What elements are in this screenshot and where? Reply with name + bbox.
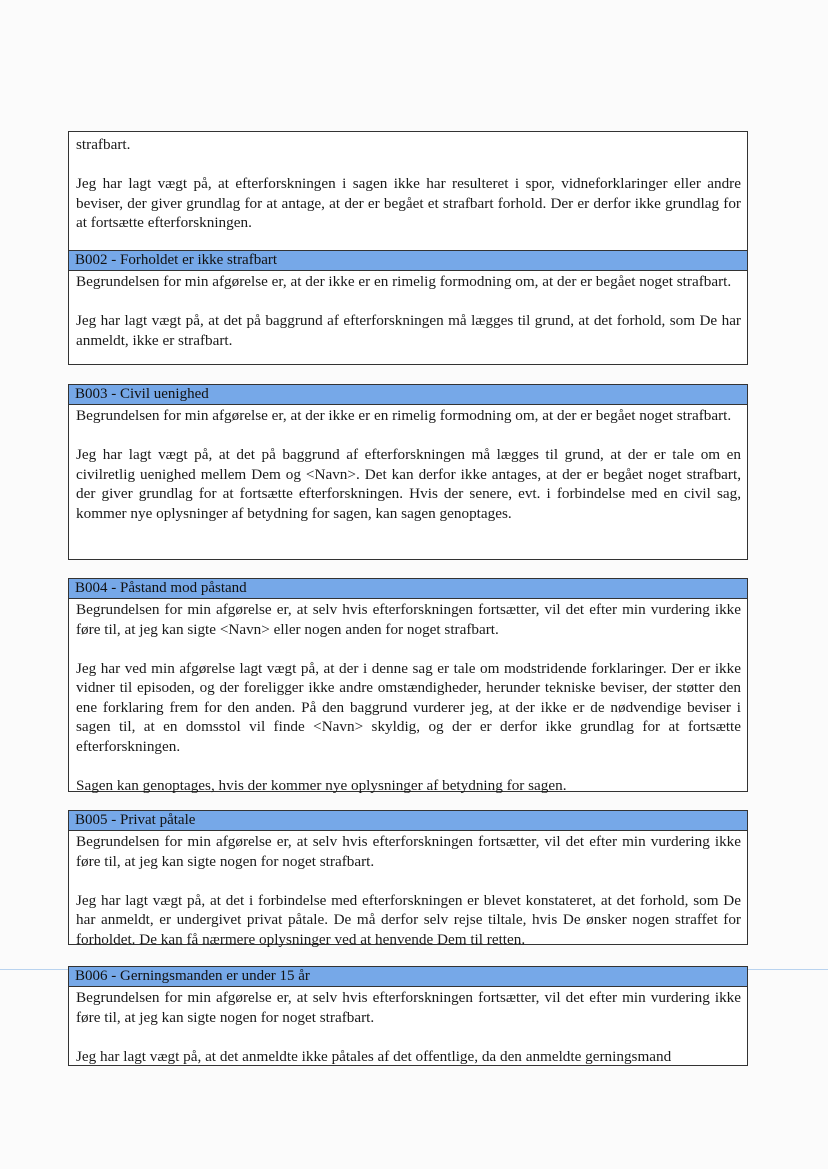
paragraph: Jeg har lagt vægt på, at det i forbindelse med efterforskningen er blevet konstateret, at det forhold, som De har anmeldt, er undergivet privat påtale. De må derfor selv rejse tiltale, hvis De ønsker nogen straffet for forholdet. De kan få nærmere oplysninger ved at henvende Dem til retten.: [76, 891, 741, 948]
paragraph: Begrundelsen for min afgørelse er, at selv hvis efterforskningen fortsætter, vil det efter min vurdering ikke føre til, at jeg kan sigte <Navn> eller nogen anden for noget strafbart.: [76, 601, 741, 638]
paragraph: Begrundelsen for min afgørelse er, at der ikke er en rimelig formodning om, at der er begået noget strafbart.: [76, 407, 732, 424]
paragraph: strafbart.: [76, 136, 131, 153]
paragraph: Begrundelsen for min afgørelse er, at selv hvis efterforskningen fortsætter, vil det efter min vurdering ikke føre til, at jeg kan sigte nogen for noget strafbart.: [76, 833, 741, 870]
section-b006: [68, 966, 748, 1066]
section-b002: [68, 250, 748, 365]
paragraph: Jeg har lagt vægt på, at det på baggrund af efterforskningen må lægges til grund, at det forhold, som De har anmeldt, ikke er strafbart.: [76, 312, 741, 349]
section-title: B005 - Privat påtale: [69, 811, 747, 831]
section-b003: [68, 384, 748, 560]
section-title: B002 - Forholdet er ikke strafbart: [69, 251, 747, 271]
paragraph: Begrundelsen for min afgørelse er, at selv hvis efterforskningen fortsætter, vil det efter min vurdering ikke føre til, at jeg kan sigte nogen for noget strafbart.: [76, 989, 741, 1026]
section-title: B006 - Gerningsmanden er under 15 år: [69, 967, 747, 987]
section-b005: [68, 810, 748, 948]
paragraph: Jeg har lagt vægt på, at det på baggrund af efterforskningen må lægges til grund, at der er tale om en civilretlig uenighed mellem Dem og <Navn>. Det kan derfor ikke antages, at der er begået noget strafbart, der giver grundlag for at fortsætte efterforskningen. Hvis der senere, evt. i forbindelse med en civil sag, kommer nye oplysninger af betydning for sagen, kan sagen genoptages.: [76, 446, 741, 522]
paragraph: Begrundelsen for min afgørelse er, at der ikke er en rimelig formodning om, at der er begået noget strafbart.: [76, 273, 732, 290]
section-title: B003 - Civil uenighed: [69, 385, 747, 405]
section-continuation: [68, 131, 748, 256]
paragraph: Jeg har lagt vægt på, at efterforskningen i sagen ikke har resulteret i spor, vidneforklaringer eller andre beviser, der giver grundlag for at antage, at der er begået et strafbart forhold. Der er derfor ikke grundlag for at fortsætte efterforskningen.: [76, 175, 741, 231]
section-title: B004 - Påstand mod påstand: [69, 579, 747, 599]
paragraph: Sagen kan genoptages, hvis der kommer nye oplysninger af betydning for sagen.: [76, 776, 567, 794]
section-b004: [68, 578, 748, 792]
paragraph: Jeg har lagt vægt på, at det anmeldte ikke påtales af det offentlige, da den anmeldte gerningsmand: [76, 1047, 672, 1065]
paragraph: Jeg har ved min afgørelse lagt vægt på, at der i denne sag er tale om modstridende forklaringer. Der er ikke vidner til episoden, og der foreligger ikke andre omstændigheder, herunder tekniske beviser, der støtter den ene forklaring frem for den anden. På den baggrund vurderer jeg, at der ikke er de nødvendige beviser i sagen til, at en domsstol vil finde <Navn> skyldig, og der er derfor ikke grundlag for at fortsætte efterforskningen.: [76, 659, 741, 755]
